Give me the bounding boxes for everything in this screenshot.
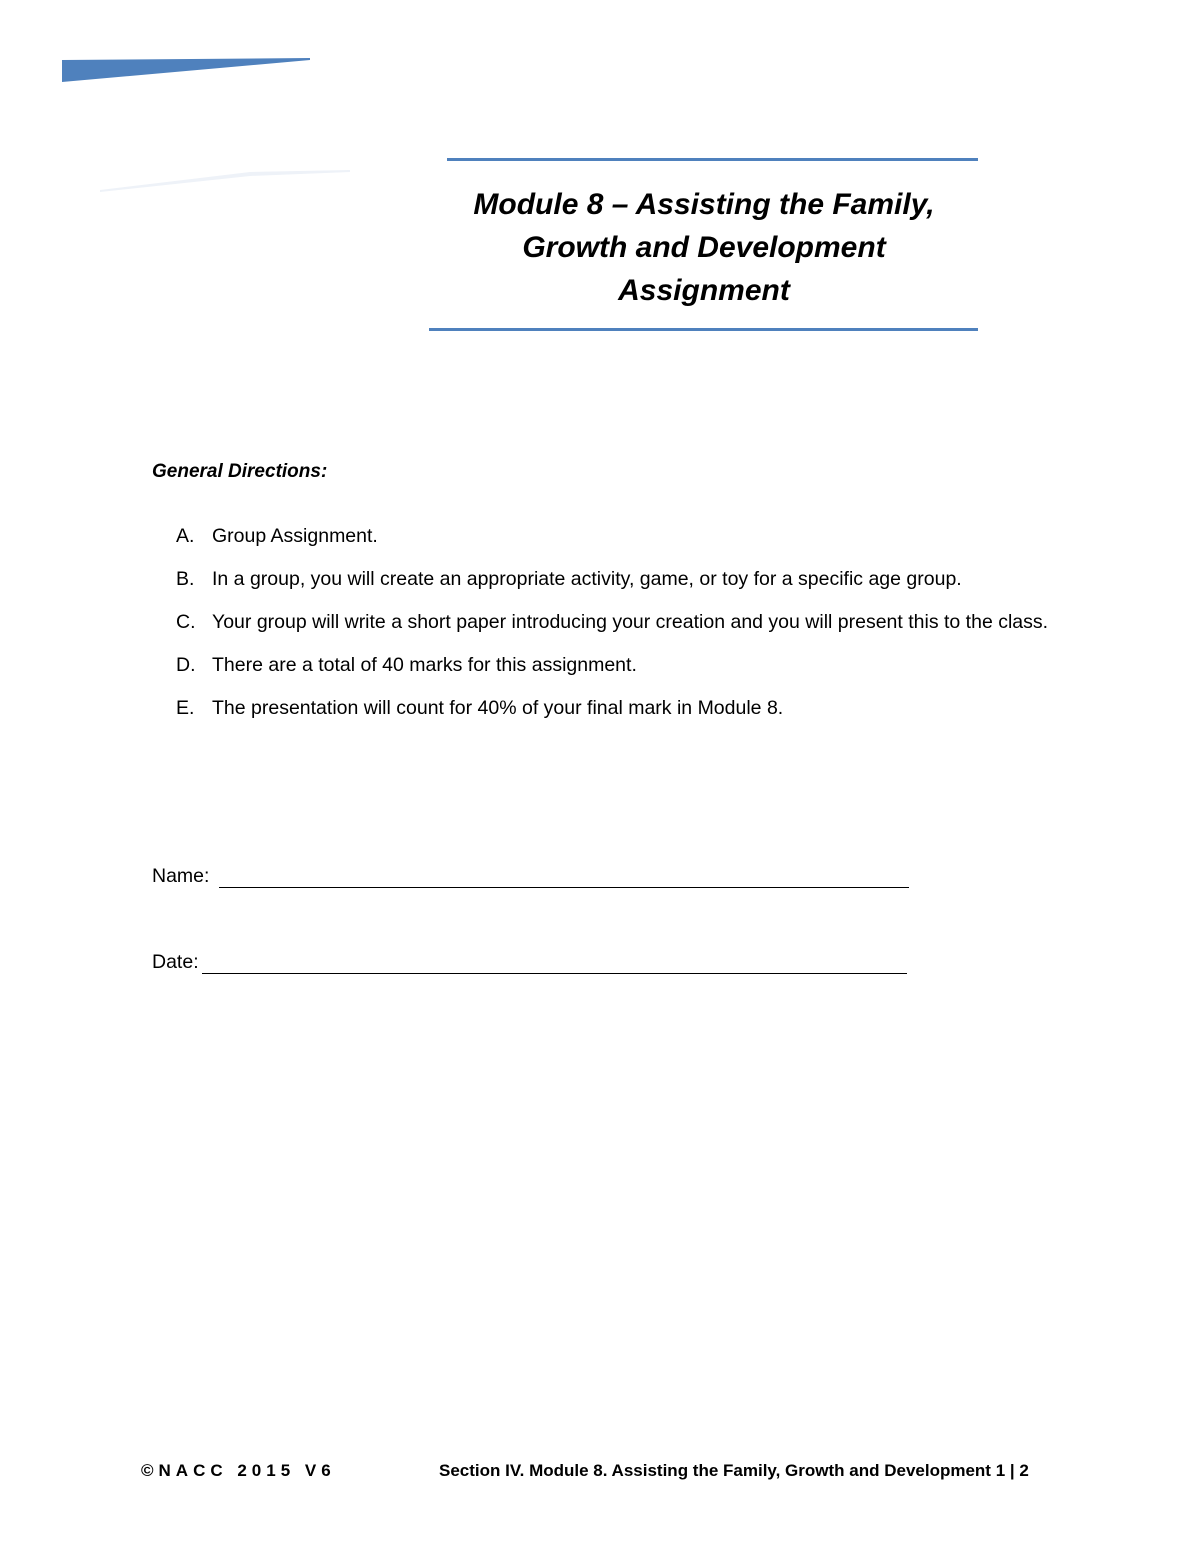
item-letter: E. xyxy=(176,697,195,719)
footer-section-info: Section IV. Module 8. Assisting the Family, Growth and Development 1 | 2 xyxy=(439,1461,1029,1480)
directions-item-d xyxy=(152,644,1072,687)
item-letter: C. xyxy=(176,611,196,633)
header-accent-wedge xyxy=(62,56,312,84)
item-letter: A. xyxy=(176,525,195,547)
item-text: The presentation will count for 40% of your final mark in Module 8. xyxy=(212,697,784,719)
directions-item-b xyxy=(152,558,1072,601)
item-text: There are a total of 40 marks for this assignment. xyxy=(212,654,637,676)
directions-item-a xyxy=(152,515,1072,558)
title-top-rule xyxy=(447,158,978,161)
item-text: Group Assignment. xyxy=(212,525,378,547)
name-field xyxy=(152,865,909,888)
date-field xyxy=(152,951,907,974)
directions-item-e xyxy=(152,687,1072,730)
item-text: Your group will write a short paper introducing your creation and you will present this to the class. xyxy=(212,611,1049,633)
item-text: In a group, you will create an appropriate activity, game, or toy for a specific age group. xyxy=(212,568,962,590)
directions-list xyxy=(152,515,1072,730)
item-letter: D. xyxy=(176,654,196,676)
title-line-2: Growth and Development xyxy=(522,231,886,264)
page-title xyxy=(430,183,978,312)
name-blank-line[interactable] xyxy=(219,867,909,888)
date-label: Date: xyxy=(152,951,199,973)
title-line-3: Assignment xyxy=(618,274,790,307)
title-line-1: Module 8 – Assisting the Family, xyxy=(473,188,935,221)
footer-copyright: ©NACC 2015 V6 xyxy=(141,1461,336,1480)
directions-heading: General Directions: xyxy=(152,461,328,482)
name-label: Name: xyxy=(152,865,210,887)
header-faint-accent xyxy=(100,160,350,196)
item-letter: B. xyxy=(176,568,195,590)
title-bottom-rule xyxy=(429,328,978,331)
directions-item-c xyxy=(152,601,1072,644)
date-blank-line[interactable] xyxy=(202,953,907,974)
